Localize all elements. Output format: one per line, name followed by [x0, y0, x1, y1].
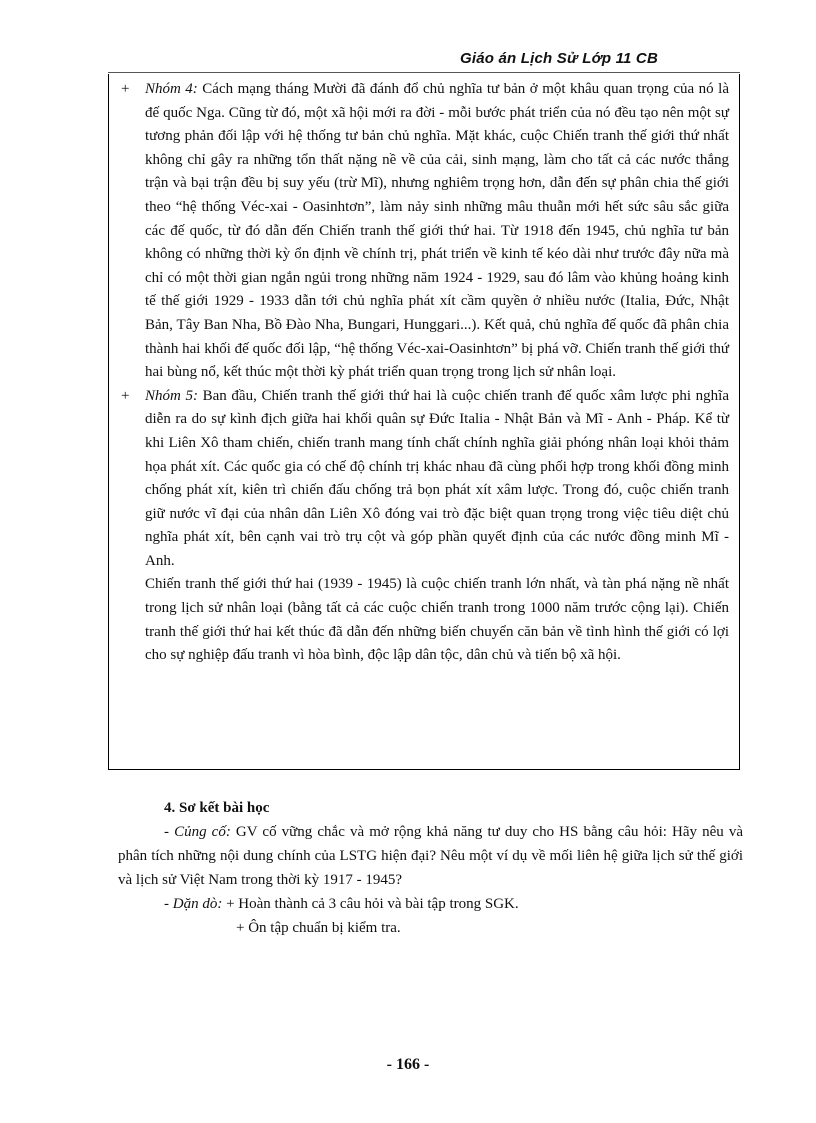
discussion-box	[108, 74, 740, 770]
header-rule	[108, 72, 740, 73]
group-4-label: Nhóm 4:	[145, 81, 198, 97]
lesson-summary-title: 4. Sơ kết bài học	[164, 800, 270, 816]
consolidate-text: GV cố vững chắc và mở rộng khả năng tư duy cho HS bằng câu hỏi: Hãy nêu và phân tích những nội dung chính của LSTG hiện đại? Nêu một ví dụ về mối liên hệ giữa lịch sử thế giới và lịch sử Việt Nam trong thời kỳ 1917 - 1945?	[118, 824, 744, 888]
homework-item-2: + Ôn tập chuẩn bị kiểm tra.	[236, 920, 401, 936]
consolidate-label: - Củng cố:	[164, 824, 231, 840]
consolidate-paragraph	[118, 820, 743, 892]
group-5-text: Ban đầu, Chiến tranh thế giới thứ hai là cuộc chiến tranh đế quốc xâm lược phi nghĩa diễn ra do sự kình địch giữa hai khối quân sự Đức Italia - Nhật Bản và Mĩ - Anh - Pháp. Kể từ khi Liên Xô tham chiến, chiến tranh mang tính chất chính nghĩa giải phóng nhân loại khỏi thảm họa phát xít. Các quốc gia có chế độ chính trị khác nhau đã cùng phối hợp trong khối đồng minh chống phát xít, kiên trì chiến đấu chống trả bọn phát xít xâm lược. Trong đó, cuộc chiến tranh giữ nước vĩ đại của nhân dân Liên Xô đóng vai trò đặc biệt quan trọng trong việc tiêu diệt chủ nghĩa phát xít, bên cạnh vai trò trụ cột và góp phần quyết định của các nước đồng minh Mĩ - Anh.	[145, 387, 729, 569]
group-5-label: Nhóm 5:	[145, 387, 198, 404]
group-4-bullet: +	[121, 81, 130, 97]
conclusion-paragraph: Chiến tranh thế giới thứ hai (1939 - 1945) là cuộc chiến tranh lớn nhất, và tàn phá nặng nề nhất trong lịch sử nhân loại (bằng tất cả các cuộc chiến tranh trong 1000 năm trước cộng lại). Chiến tranh thế giới thứ hai kết thúc đã dẫn đến những biến chuyển căn bản về tình hình thế giới có lợi cho sự nghiệp đấu tranh vì hòa bình, độc lập dân tộc, dân chủ và tiến bộ xã hội.	[145, 576, 729, 664]
group-4-paragraph	[121, 78, 729, 385]
lesson-summary-section	[118, 796, 743, 940]
group-4-text: Cách mạng tháng Mười đã đánh đổ chủ nghĩa tư bản ở một khâu quan trọng của nó là đế quốc Nga. Cũng từ đó, một xã hội mới ra đời - mỗi bước phát triển của nó đều tạo nên một sự tương phản đối lập với hệ thống tư bản chủ nghĩa. Mặt khác, cuộc Chiến tranh thế giới thứ nhất không chỉ gây ra những tổn thất nặng nề về của cải, sinh mạng, làm cho tất cả các nước thắng trận và bại trận đều bị suy yếu (trừ Mĩ), nhưng nghiêm trọng hơn, dẫn đến sự phân chia thế giới theo “hệ thống Véc-xai - Oasinhtơn”, làm nảy sinh những mâu thuẫn mới hết sức sâu sắc giữa các đế quốc, từ đó dẫn đến Chiến tranh thế giới thứ hai. Từ 1918 đến 1945, chủ nghĩa tư bản không có những thời kỳ ổn định về chính trị, phát triển về kinh tế kéo dài như trước đây nữa mà chỉ có một thời gian ngắn ngủi trong những năm 1924 - 1929, sau đó lâm vào khủng hoảng kinh tế thế giới 1929 - 1933 dẫn tới chủ nghĩa phát xít cầm quyền ở nhiều nước (Italia, Đức, Nhật Bản, Tây Ban Nha, Bồ Đào Nha, Bungari, Hunggari...). Kết quả, chủ nghĩa đế quốc đã phân chia thành hai khối đế quốc đối lập, “hệ thống Véc-xai-Oasinhtơn” bị phá vỡ. Chiến tranh thế giới thứ hai bùng nổ, kết thúc một thời kỳ phát triển quan trọng trong lịch sử nhân loại.	[145, 81, 729, 381]
homework-item-1: + Hoàn thành cả 3 câu hỏi và bài tập trong SGK.	[222, 896, 519, 912]
group-5-paragraph	[121, 385, 729, 574]
homework-label: - Dặn dò:	[164, 896, 223, 912]
homework-line-1	[118, 892, 743, 916]
page-number: - 166 -	[386, 1056, 430, 1073]
page-header-title: Giáo án Lịch Sử Lớp 11 CB	[459, 50, 658, 67]
group-5-bullet: +	[121, 387, 130, 404]
